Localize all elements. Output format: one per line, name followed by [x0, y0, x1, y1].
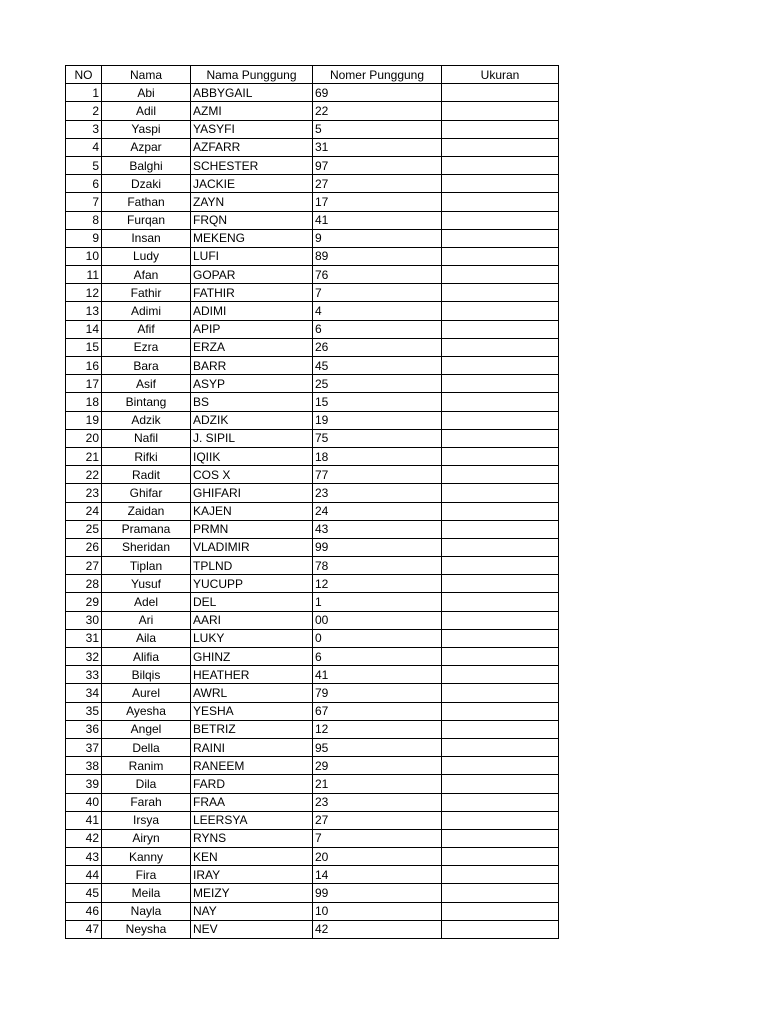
cell-no[interactable]: 13: [66, 302, 102, 320]
cell-nomer-punggung[interactable]: 1: [313, 593, 442, 611]
cell-nama-punggung[interactable]: LEERSYA: [191, 811, 313, 829]
cell-ukuran[interactable]: [442, 811, 559, 829]
table-row: [66, 593, 559, 611]
cell-no[interactable]: 9: [66, 229, 102, 247]
cell-nomer-punggung[interactable]: 79: [313, 684, 442, 702]
cell-nama[interactable]: Kanny: [102, 848, 191, 866]
cell-nama-punggung[interactable]: AZMI: [191, 102, 313, 120]
cell-nama[interactable]: Tiplan: [102, 557, 191, 575]
table-row: [66, 193, 559, 211]
cell-ukuran[interactable]: [442, 284, 559, 302]
cell-nomer-punggung[interactable]: 67: [313, 702, 442, 720]
cell-nomer-punggung[interactable]: 42: [313, 920, 442, 938]
cell-no[interactable]: 31: [66, 629, 102, 647]
table-row: [66, 702, 559, 720]
cell-nama[interactable]: Zaidan: [102, 502, 191, 520]
table-row: [66, 357, 559, 375]
cell-nomer-punggung[interactable]: 99: [313, 538, 442, 556]
cell-no[interactable]: 22: [66, 466, 102, 484]
cell-nama[interactable]: Sheridan: [102, 538, 191, 556]
header-nama[interactable]: Nama: [102, 66, 191, 84]
jersey-order-table: [65, 65, 559, 939]
cell-no[interactable]: 4: [66, 138, 102, 156]
cell-nama[interactable]: Fira: [102, 866, 191, 884]
cell-nomer-punggung[interactable]: 4: [313, 302, 442, 320]
cell-ukuran[interactable]: [442, 357, 559, 375]
cell-nama-punggung[interactable]: COS X: [191, 466, 313, 484]
table-row: [66, 829, 559, 847]
table-row: [66, 629, 559, 647]
cell-no[interactable]: 36: [66, 720, 102, 738]
table-row: [66, 666, 559, 684]
cell-no[interactable]: 32: [66, 648, 102, 666]
table-row: [66, 611, 559, 629]
cell-ukuran[interactable]: [442, 320, 559, 338]
cell-nomer-punggung[interactable]: 9: [313, 229, 442, 247]
cell-no[interactable]: 41: [66, 811, 102, 829]
cell-no[interactable]: 14: [66, 320, 102, 338]
cell-nama-punggung[interactable]: AWRL: [191, 684, 313, 702]
table-row: [66, 775, 559, 793]
cell-no[interactable]: 47: [66, 920, 102, 938]
cell-nama-punggung[interactable]: FATHIR: [191, 284, 313, 302]
cell-nomer-punggung[interactable]: 6: [313, 648, 442, 666]
cell-nomer-punggung[interactable]: 19: [313, 411, 442, 429]
cell-no[interactable]: 1: [66, 84, 102, 102]
cell-ukuran[interactable]: [442, 648, 559, 666]
cell-nomer-punggung[interactable]: 22: [313, 102, 442, 120]
cell-no[interactable]: 20: [66, 429, 102, 447]
cell-ukuran[interactable]: [442, 593, 559, 611]
table-row: [66, 320, 559, 338]
cell-nama[interactable]: Fathir: [102, 284, 191, 302]
table-row: [66, 920, 559, 938]
cell-no[interactable]: 15: [66, 338, 102, 356]
cell-nomer-punggung[interactable]: 78: [313, 557, 442, 575]
cell-nomer-punggung[interactable]: 41: [313, 666, 442, 684]
cell-nama-punggung[interactable]: BETRIZ: [191, 720, 313, 738]
table-row: [66, 229, 559, 247]
cell-nomer-punggung[interactable]: 23: [313, 484, 442, 502]
cell-no[interactable]: 2: [66, 102, 102, 120]
cell-nama[interactable]: Dila: [102, 775, 191, 793]
cell-nama-punggung[interactable]: MEKENG: [191, 229, 313, 247]
table-row: [66, 575, 559, 593]
cell-nama-punggung[interactable]: PRMN: [191, 520, 313, 538]
cell-ukuran[interactable]: [442, 538, 559, 556]
table-row: [66, 848, 559, 866]
cell-nama[interactable]: Balghi: [102, 156, 191, 174]
cell-no[interactable]: 35: [66, 702, 102, 720]
cell-nama-punggung[interactable]: JACKIE: [191, 175, 313, 193]
cell-nomer-punggung[interactable]: 20: [313, 848, 442, 866]
cell-nomer-punggung[interactable]: 24: [313, 502, 442, 520]
cell-nomer-punggung[interactable]: 25: [313, 375, 442, 393]
header-row: [66, 66, 559, 84]
cell-ukuran[interactable]: [442, 884, 559, 902]
cell-nama[interactable]: Rifki: [102, 447, 191, 465]
cell-nomer-punggung[interactable]: 27: [313, 175, 442, 193]
cell-no[interactable]: 17: [66, 375, 102, 393]
cell-ukuran[interactable]: [442, 175, 559, 193]
cell-no[interactable]: 43: [66, 848, 102, 866]
cell-nomer-punggung[interactable]: 14: [313, 866, 442, 884]
table-row: [66, 247, 559, 265]
cell-ukuran[interactable]: [442, 393, 559, 411]
cell-ukuran[interactable]: [442, 429, 559, 447]
cell-nomer-punggung[interactable]: 7: [313, 829, 442, 847]
cell-no[interactable]: 30: [66, 611, 102, 629]
cell-nama[interactable]: Airyn: [102, 829, 191, 847]
cell-ukuran[interactable]: [442, 193, 559, 211]
table-row: [66, 902, 559, 920]
cell-nomer-punggung[interactable]: 77: [313, 466, 442, 484]
cell-nama-punggung[interactable]: ADIMI: [191, 302, 313, 320]
cell-nama-punggung[interactable]: YESHA: [191, 702, 313, 720]
cell-nama-punggung[interactable]: FRAA: [191, 793, 313, 811]
cell-nama-punggung[interactable]: DEL: [191, 593, 313, 611]
header-nama-punggung[interactable]: Nama Punggung: [191, 66, 313, 84]
cell-nama[interactable]: Angel: [102, 720, 191, 738]
cell-nama-punggung[interactable]: KEN: [191, 848, 313, 866]
cell-no[interactable]: 37: [66, 738, 102, 756]
table-row: [66, 520, 559, 538]
table-row: [66, 538, 559, 556]
cell-nama[interactable]: Della: [102, 738, 191, 756]
cell-ukuran[interactable]: [442, 866, 559, 884]
cell-nama[interactable]: Alifia: [102, 648, 191, 666]
cell-nama[interactable]: Adzik: [102, 411, 191, 429]
cell-nama-punggung[interactable]: NAY: [191, 902, 313, 920]
cell-ukuran[interactable]: [442, 411, 559, 429]
cell-nomer-punggung[interactable]: 95: [313, 738, 442, 756]
cell-nama[interactable]: Ezra: [102, 338, 191, 356]
cell-nama-punggung[interactable]: TPLND: [191, 557, 313, 575]
table-row: [66, 156, 559, 174]
table-body: [66, 84, 559, 939]
cell-ukuran[interactable]: [442, 611, 559, 629]
cell-nama-punggung[interactable]: BS: [191, 393, 313, 411]
cell-nama[interactable]: Meila: [102, 884, 191, 902]
cell-nama-punggung[interactable]: AZFARR: [191, 138, 313, 156]
table-row: [66, 884, 559, 902]
cell-nama-punggung[interactable]: RAINI: [191, 738, 313, 756]
cell-ukuran[interactable]: [442, 829, 559, 847]
cell-nama-punggung[interactable]: BARR: [191, 357, 313, 375]
cell-nomer-punggung[interactable]: 41: [313, 211, 442, 229]
cell-ukuran[interactable]: [442, 211, 559, 229]
cell-nomer-punggung[interactable]: 69: [313, 84, 442, 102]
header-no[interactable]: NO: [66, 66, 102, 84]
cell-ukuran[interactable]: [442, 120, 559, 138]
cell-nama[interactable]: Bilqis: [102, 666, 191, 684]
table-row: [66, 266, 559, 284]
table-row: [66, 811, 559, 829]
cell-nama[interactable]: Asif: [102, 375, 191, 393]
cell-ukuran[interactable]: [442, 520, 559, 538]
cell-nomer-punggung[interactable]: 21: [313, 775, 442, 793]
cell-nama[interactable]: Ayesha: [102, 702, 191, 720]
cell-nomer-punggung[interactable]: 15: [313, 393, 442, 411]
cell-nomer-punggung[interactable]: 12: [313, 720, 442, 738]
cell-no[interactable]: 19: [66, 411, 102, 429]
table-row: [66, 375, 559, 393]
cell-nomer-punggung[interactable]: 10: [313, 902, 442, 920]
cell-no[interactable]: 45: [66, 884, 102, 902]
cell-nama[interactable]: Abi: [102, 84, 191, 102]
cell-ukuran[interactable]: [442, 138, 559, 156]
cell-nama-punggung[interactable]: APIP: [191, 320, 313, 338]
header-nomer-punggung[interactable]: Nomer Punggung: [313, 66, 442, 84]
table-row: [66, 447, 559, 465]
cell-nama[interactable]: Neysha: [102, 920, 191, 938]
cell-nama-punggung[interactable]: ASYP: [191, 375, 313, 393]
cell-ukuran[interactable]: [442, 738, 559, 756]
cell-no[interactable]: 26: [66, 538, 102, 556]
cell-no[interactable]: 29: [66, 593, 102, 611]
cell-nama[interactable]: Afan: [102, 266, 191, 284]
cell-nama[interactable]: Radit: [102, 466, 191, 484]
cell-nama-punggung[interactable]: RANEEM: [191, 757, 313, 775]
cell-nama-punggung[interactable]: SCHESTER: [191, 156, 313, 174]
cell-nama-punggung[interactable]: HEATHER: [191, 666, 313, 684]
cell-nama-punggung[interactable]: J. SIPIL: [191, 429, 313, 447]
cell-nama[interactable]: Adil: [102, 102, 191, 120]
cell-nama-punggung[interactable]: FRQN: [191, 211, 313, 229]
cell-ukuran[interactable]: [442, 484, 559, 502]
cell-nama-punggung[interactable]: LUKY: [191, 629, 313, 647]
cell-no[interactable]: 25: [66, 520, 102, 538]
cell-nama[interactable]: Farah: [102, 793, 191, 811]
cell-no[interactable]: 5: [66, 156, 102, 174]
table-row: [66, 284, 559, 302]
cell-ukuran[interactable]: [442, 156, 559, 174]
table-row: [66, 793, 559, 811]
cell-no[interactable]: 40: [66, 793, 102, 811]
cell-nama[interactable]: Aila: [102, 629, 191, 647]
cell-nama-punggung[interactable]: YASYFI: [191, 120, 313, 138]
cell-nomer-punggung[interactable]: 00: [313, 611, 442, 629]
cell-nomer-punggung[interactable]: 75: [313, 429, 442, 447]
cell-nama[interactable]: Nayla: [102, 902, 191, 920]
cell-nama-punggung[interactable]: GHIFARI: [191, 484, 313, 502]
cell-nama-punggung[interactable]: KAJEN: [191, 502, 313, 520]
cell-nama[interactable]: Yusuf: [102, 575, 191, 593]
cell-nama[interactable]: Insan: [102, 229, 191, 247]
table-row: [66, 757, 559, 775]
cell-ukuran[interactable]: [442, 229, 559, 247]
cell-ukuran[interactable]: [442, 447, 559, 465]
cell-nama[interactable]: Dzaki: [102, 175, 191, 193]
cell-ukuran[interactable]: [442, 666, 559, 684]
cell-ukuran[interactable]: [442, 702, 559, 720]
cell-no[interactable]: 11: [66, 266, 102, 284]
table-row: [66, 738, 559, 756]
cell-no[interactable]: 39: [66, 775, 102, 793]
cell-nama-punggung[interactable]: IQIIK: [191, 447, 313, 465]
table-row: [66, 338, 559, 356]
table-row: [66, 302, 559, 320]
cell-no[interactable]: 8: [66, 211, 102, 229]
cell-nama-punggung[interactable]: VLADIMIR: [191, 538, 313, 556]
cell-no[interactable]: 18: [66, 393, 102, 411]
cell-nama[interactable]: Ghifar: [102, 484, 191, 502]
cell-no[interactable]: 21: [66, 447, 102, 465]
cell-nomer-punggung[interactable]: 27: [313, 811, 442, 829]
table-row: [66, 684, 559, 702]
table-row: [66, 557, 559, 575]
cell-nama[interactable]: Ranim: [102, 757, 191, 775]
cell-nama-punggung[interactable]: ERZA: [191, 338, 313, 356]
cell-nomer-punggung[interactable]: 31: [313, 138, 442, 156]
cell-nama-punggung[interactable]: LUFI: [191, 247, 313, 265]
cell-nomer-punggung[interactable]: 7: [313, 284, 442, 302]
table-row: [66, 466, 559, 484]
cell-nama[interactable]: Adimi: [102, 302, 191, 320]
cell-nama[interactable]: Furqan: [102, 211, 191, 229]
cell-nomer-punggung[interactable]: 23: [313, 793, 442, 811]
cell-ukuran[interactable]: [442, 84, 559, 102]
cell-nama-punggung[interactable]: ZAYN: [191, 193, 313, 211]
cell-nama[interactable]: Bintang: [102, 393, 191, 411]
cell-ukuran[interactable]: [442, 920, 559, 938]
table-row: [66, 648, 559, 666]
table-row: [66, 720, 559, 738]
cell-ukuran[interactable]: [442, 102, 559, 120]
table-row: [66, 393, 559, 411]
cell-nama-punggung[interactable]: GHINZ: [191, 648, 313, 666]
cell-nomer-punggung[interactable]: 26: [313, 338, 442, 356]
cell-ukuran[interactable]: [442, 557, 559, 575]
table-row: [66, 211, 559, 229]
cell-nama[interactable]: Ludy: [102, 247, 191, 265]
cell-nomer-punggung[interactable]: 18: [313, 447, 442, 465]
cell-no[interactable]: 23: [66, 484, 102, 502]
cell-nomer-punggung[interactable]: 12: [313, 575, 442, 593]
cell-nomer-punggung[interactable]: 99: [313, 884, 442, 902]
cell-nomer-punggung[interactable]: 97: [313, 156, 442, 174]
cell-no[interactable]: 33: [66, 666, 102, 684]
cell-nomer-punggung[interactable]: 76: [313, 266, 442, 284]
cell-nama[interactable]: Nafil: [102, 429, 191, 447]
cell-ukuran[interactable]: [442, 848, 559, 866]
cell-nomer-punggung[interactable]: 45: [313, 357, 442, 375]
cell-ukuran[interactable]: [442, 266, 559, 284]
table-row: [66, 138, 559, 156]
cell-nama-punggung[interactable]: IRAY: [191, 866, 313, 884]
cell-ukuran[interactable]: [442, 375, 559, 393]
cell-ukuran[interactable]: [442, 757, 559, 775]
cell-nama[interactable]: Irsya: [102, 811, 191, 829]
cell-ukuran[interactable]: [442, 247, 559, 265]
table-row: [66, 84, 559, 102]
cell-nama-punggung[interactable]: YUCUPP: [191, 575, 313, 593]
table-row: [66, 502, 559, 520]
cell-nama[interactable]: Bara: [102, 357, 191, 375]
cell-no[interactable]: 10: [66, 247, 102, 265]
cell-nomer-punggung[interactable]: 6: [313, 320, 442, 338]
cell-nama-punggung[interactable]: GOPAR: [191, 266, 313, 284]
cell-nomer-punggung[interactable]: 89: [313, 247, 442, 265]
cell-ukuran[interactable]: [442, 720, 559, 738]
cell-nomer-punggung[interactable]: 5: [313, 120, 442, 138]
table-row: [66, 429, 559, 447]
cell-nama-punggung[interactable]: RYNS: [191, 829, 313, 847]
cell-no[interactable]: 34: [66, 684, 102, 702]
cell-no[interactable]: 38: [66, 757, 102, 775]
cell-nama[interactable]: Pramana: [102, 520, 191, 538]
cell-nomer-punggung[interactable]: 43: [313, 520, 442, 538]
cell-nama-punggung[interactable]: AARI: [191, 611, 313, 629]
cell-nama[interactable]: Yaspi: [102, 120, 191, 138]
cell-ukuran[interactable]: [442, 902, 559, 920]
table-row: [66, 120, 559, 138]
cell-nama[interactable]: Fathan: [102, 193, 191, 211]
cell-nama-punggung[interactable]: MEIZY: [191, 884, 313, 902]
cell-no[interactable]: 28: [66, 575, 102, 593]
table-row: [66, 411, 559, 429]
table-row: [66, 102, 559, 120]
cell-nama-punggung[interactable]: ADZIK: [191, 411, 313, 429]
cell-nomer-punggung[interactable]: 29: [313, 757, 442, 775]
cell-nama[interactable]: Azpar: [102, 138, 191, 156]
table-row: [66, 175, 559, 193]
cell-no[interactable]: 7: [66, 193, 102, 211]
cell-no[interactable]: 42: [66, 829, 102, 847]
cell-no[interactable]: 6: [66, 175, 102, 193]
cell-ukuran[interactable]: [442, 302, 559, 320]
cell-nama[interactable]: Aurel: [102, 684, 191, 702]
table-row: [66, 866, 559, 884]
cell-nomer-punggung[interactable]: 17: [313, 193, 442, 211]
cell-no[interactable]: 3: [66, 120, 102, 138]
cell-nama[interactable]: Ari: [102, 611, 191, 629]
cell-ukuran[interactable]: [442, 684, 559, 702]
cell-no[interactable]: 46: [66, 902, 102, 920]
cell-ukuran[interactable]: [442, 466, 559, 484]
cell-nama-punggung[interactable]: NEV: [191, 920, 313, 938]
cell-ukuran[interactable]: [442, 629, 559, 647]
cell-ukuran[interactable]: [442, 338, 559, 356]
cell-no[interactable]: 24: [66, 502, 102, 520]
cell-nama[interactable]: Afif: [102, 320, 191, 338]
cell-ukuran[interactable]: [442, 575, 559, 593]
cell-ukuran[interactable]: [442, 502, 559, 520]
cell-no[interactable]: 27: [66, 557, 102, 575]
table-row: [66, 484, 559, 502]
cell-no[interactable]: 44: [66, 866, 102, 884]
header-ukuran[interactable]: Ukuran: [442, 66, 559, 84]
cell-nomer-punggung[interactable]: 0: [313, 629, 442, 647]
cell-ukuran[interactable]: [442, 775, 559, 793]
cell-no[interactable]: 16: [66, 357, 102, 375]
cell-nama-punggung[interactable]: FARD: [191, 775, 313, 793]
cell-nama-punggung[interactable]: ABBYGAIL: [191, 84, 313, 102]
cell-nama[interactable]: Adel: [102, 593, 191, 611]
cell-no[interactable]: 12: [66, 284, 102, 302]
cell-ukuran[interactable]: [442, 793, 559, 811]
